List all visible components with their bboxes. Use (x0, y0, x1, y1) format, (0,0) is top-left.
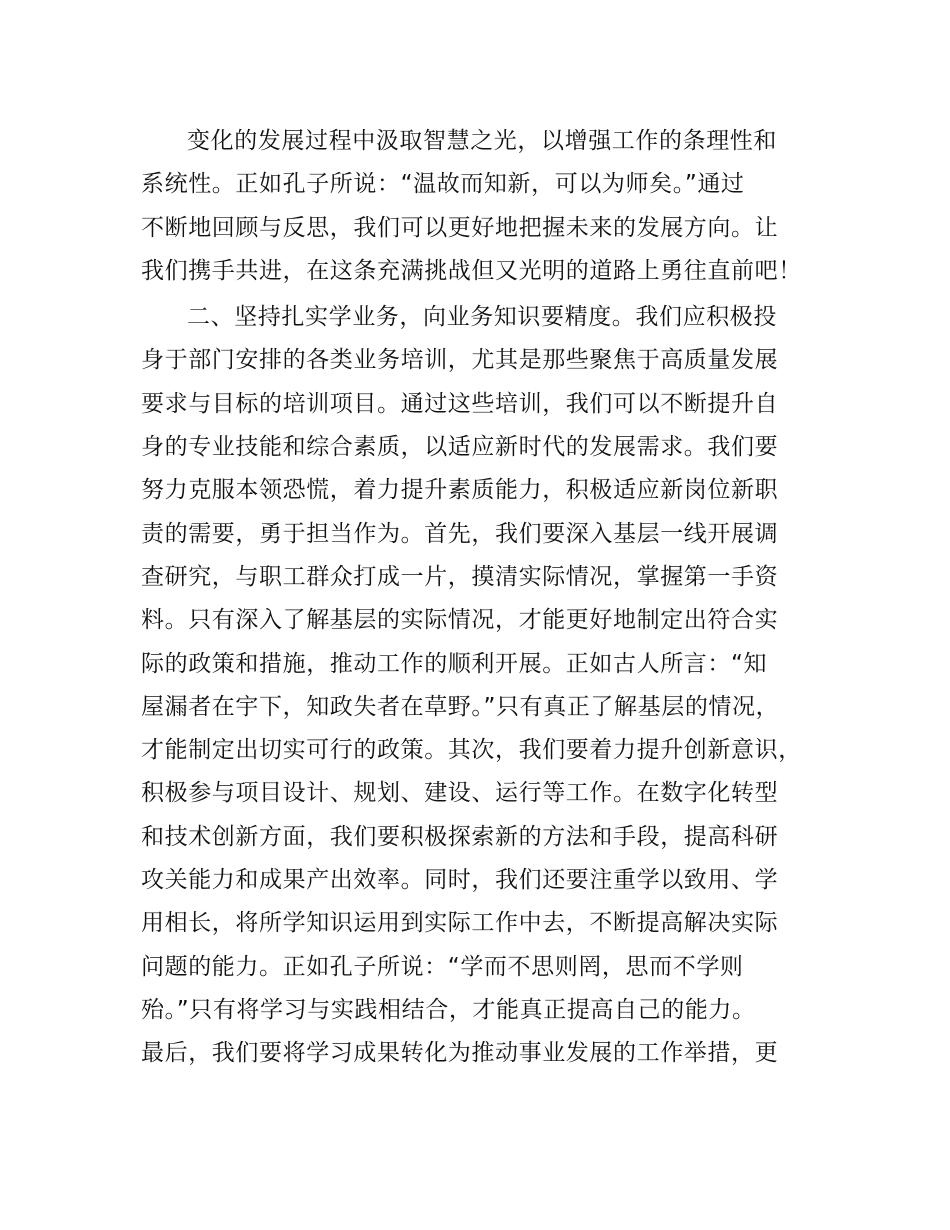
paragraph-1 (141, 120, 833, 293)
text-line: 攻关能力和成果产出效率。同时，我们还要注重学以致用、学 (141, 867, 779, 894)
text-line: 殆。”只有将学习与实践相结合，才能真正提高自己的能力。 (141, 996, 756, 1023)
text-line: 才能制定出切实可行的政策。其次，我们要着力提升创新意识， (141, 737, 802, 764)
text-line: 用相长，将所学知识运用到实际工作中去，不断提高解决实际 (141, 910, 779, 937)
text-line: 要求与目标的培训项目。通过这些培训，我们可以不断提升自 (141, 390, 779, 417)
text-line: 积极参与项目设计、规划、建设、运行等工作。在数字化转型 (141, 780, 779, 807)
text-line: 变化的发展过程中汲取智慧之光，以增强工作的条理性和 (187, 128, 777, 154)
paragraph-2 (141, 296, 833, 1075)
text-line: 努力克服本领恐慌，着力提升素质能力，积极适应新岗位新职 (141, 477, 779, 504)
text-line: 不断地回顾与反思，我们可以更好地把握未来的发展方向。让 (141, 214, 779, 241)
text-line: 问题的能力。正如孔子所说：“学而不思则罔，思而不学则 (141, 953, 744, 980)
text-line: 我们携手共进，在这条充满挑战但又光明的道路上勇往直前吧！ (141, 257, 802, 284)
text-line: 际的政策和措施，推动工作的顺利开展。正如古人所言：“知 (141, 650, 768, 677)
text-line: 责的需要，勇于担当作为。首先，我们要深入基层一线开展调 (141, 520, 779, 547)
text-line: 查研究，与职工群众打成一片，摸清实际情况，掌握第一手资 (141, 563, 779, 590)
text-line: 和技术创新方面，我们要积极探索新的方法和手段，提高科研 (141, 823, 779, 850)
document-body (141, 120, 833, 1076)
text-line: 二、坚持扎实学业务，向业务知识要精度。我们应积极投 (187, 304, 777, 331)
text-line: 系统性。正如孔子所说：“温故而知新，可以为师矣。”通过 (141, 171, 745, 198)
text-line: 屋漏者在宇下，知政失者在草野。”只有真正了解基层的情况， (141, 693, 780, 720)
text-line: 最后，我们要将学习成果转化为推动事业发展的工作举措，更 (141, 1040, 779, 1067)
text-line: 身于部门安排的各类业务培训，尤其是那些聚焦于高质量发展 (141, 347, 779, 374)
text-line: 料。只有深入了解基层的实际情况，才能更好地制定出符合实 (141, 607, 779, 634)
text-line: 身的专业技能和综合素质，以适应新时代的发展需求。我们要 (141, 434, 779, 461)
